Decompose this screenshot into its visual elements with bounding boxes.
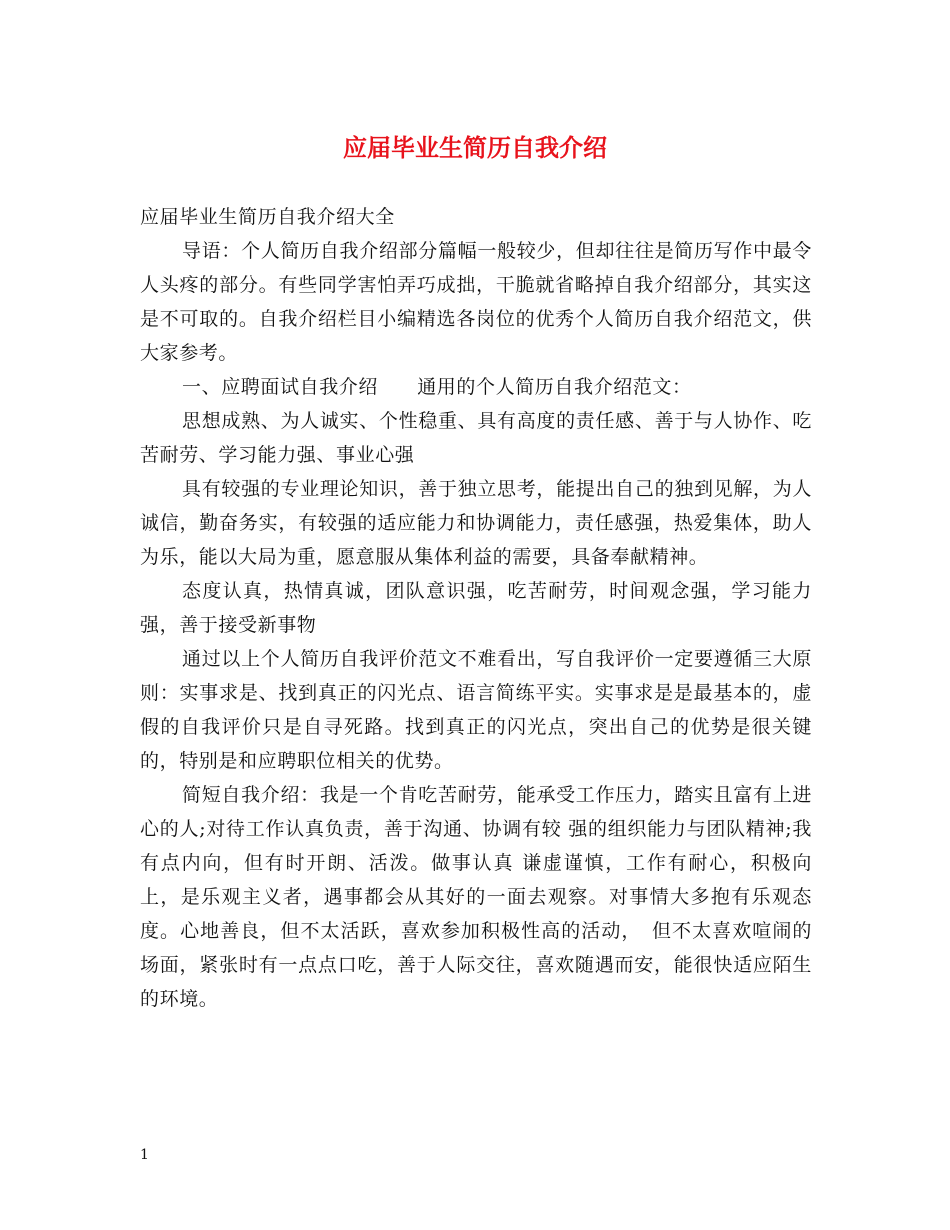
body-paragraph: 思想成熟、为人诚实、个性稳重、具有高度的责任感、善于与人协作、吃苦耐劳、学习能力强、事业心强 [140, 410, 812, 466]
intro-paragraph: 导语：个人简历自我介绍部分篇幅一般较少，但却往往是简历写作中最令人头疼的部分。有些同学害怕弄巧成拙，干脆就省略掉自我介绍部分，其实这是不可取的。自我介绍栏目小编精选各岗位的优秀个人简历自我介绍范文，供大家参考。 [140, 240, 812, 364]
section-heading-paragraph: 一、应聘面试自我介绍 通用的个人简历自我介绍范文： [182, 376, 692, 398]
body-paragraph: 具有较强的专业理论知识，善于独立思考，能提出自己的独到见解，为人诚信，勤奋务实，有较强的适应能力和协调能力，责任感强，热爱集体，助人为乐，能以大局为重，愿意服从集体利益的需要，具备奉献精神。 [140, 478, 812, 568]
body-paragraph: 通过以上个人简历自我评价范文不难看出，写自我评价一定要遵循三大原则：实事求是、找到真正的闪光点、语言简练平实。实事求是是最基本的，虚假的自我评价只是自寻死路。找到真正的闪光点，突出自己的优势是很关键的，特别是和应聘职位相关的优势。 [140, 648, 812, 772]
document-title: 应届毕业生简历自我介绍 [343, 133, 607, 162]
page-number: 1 [140, 1147, 149, 1163]
body-paragraph: 态度认真，热情真诚，团队意识强，吃苦耐劳，时间观念强，学习能力强，善于接受新事物 [140, 580, 812, 636]
subtitle-paragraph: 应届毕业生简历自我介绍大全 [140, 206, 395, 228]
document-body [140, 200, 812, 1016]
body-paragraph: 简短自我介绍：我是一个肯吃苦耐劳，能承受工作压力，踏实且富有上进心的人;对待工作认真负责，善于沟通、协调有较 强的组织能力与团队精神;我有点内向，但有时开朗、活泼。做事认真 谦虚谨慎，工作有耐心，积极向上，是乐观主义者，遇事都会从其好的一面去观察。对事情大多抱有乐观态度。心地善良，但不太活跃，喜欢参加积极性高的活动， 但不太喜欢喧闹的场面，紧张时有一点点口吃，善于人际交往，喜欢随遇而安，能很快适应陌生的环境。 [140, 784, 812, 1010]
